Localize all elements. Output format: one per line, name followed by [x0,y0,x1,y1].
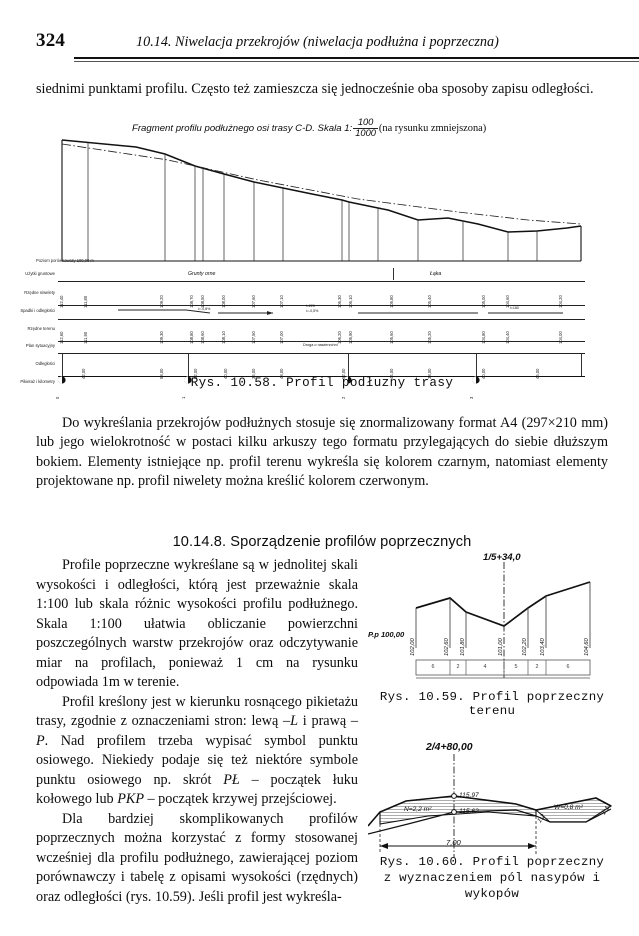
terrain-ordinate: 104,00 [558,331,563,344]
grade-ordinate: 108,70 [189,295,194,308]
figure-title-text-a: Fragment profilu podłużnego osi trasy C-D. Skala 1: [132,122,353,134]
p2-part-a: Profil kreślony jest w kierunku rosnącego pikietażu trasy, zgodnie z oznaczeniami stron: lewą [36,693,358,729]
distance-value: 46,00 [535,368,540,379]
p2-part-b: i prawą – [298,713,358,729]
land-use-divider [393,268,394,280]
distance-divider [62,354,63,376]
dimension-arrow-right [528,843,536,849]
terrain-ordinate: 109,30 [159,331,164,344]
grade-value: i=-0,5% [306,309,319,313]
page-number: 324 [36,30,66,51]
figure-10-59-datum-label: P.p 100,00 [368,630,405,639]
grade-ordinate: 111,80 [83,295,88,308]
grade-ordinate: 105,00 [481,295,486,308]
p2-symbol-L: –L [283,713,299,729]
terrain-ordinate: 111,90 [83,331,88,344]
running-head [36,30,608,64]
grade-ordinate: 104,60 [505,295,510,308]
distance-value: 38,00 [427,368,432,379]
paragraph-a4: Do wykreślania przekrojów podłużnych stosuje się znormalizowany format A4 (297×210 mm) lub jego wielokrotność w postaci kilku arkuszy tego formatu przylegających do siebie dłuższym bokiem. Elementy istniejące np. profil terenu wykreśla się kolorem czarnym, natomiast elementy projektowane np. profil niwelety można kreślić kolorem czerwonym. [36,415,608,490]
running-head-title: 10.14. Niwelacja przekrojów (niwelacja podłużna i poprzeczna) [136,34,499,50]
distance-divider [476,354,477,376]
elevation-label: 102,20 [522,638,528,656]
grade-ordinate: 107,60 [251,295,256,308]
grade-ordinate: 107,10 [279,295,284,308]
chainage-value: 0 [55,396,60,399]
distance-cell: 4 [483,664,487,670]
slope-label-right: 1:1 [600,804,611,817]
row-label-chainage: Pikietaż i kilometry [20,379,55,384]
site-plan-row [25,341,585,353]
terrain-ordinate: 105,60 [389,331,394,344]
paragraph-direction [36,693,358,810]
scale-numerator: 100 [353,118,378,129]
land-use-cell-2: Łąka [430,271,442,277]
figure-10-58-caption: Rys. 10.58. Profil podłuzny trasy [190,376,454,390]
terrain-ordinate: 107,50 [251,331,256,344]
distance-divider [348,354,349,376]
figure-10-59-station-label: 1/5+34,0 [483,552,521,563]
p2-symbol-P: P [36,732,45,749]
terrain-ordinate: 104,40 [505,331,510,344]
row-label-grade-ordinates: Rzędne niwelety [24,290,55,295]
grade-ordinate: 104,20 [558,295,563,308]
terrain-line [62,140,581,232]
paragraph-complex-profiles: Dla bardziej skomplikowanych profilów poprzecznych można korzystać z formy stosowanej wcześniej dla profilu podłużnego, zawierającej poziom porównawczy i tabelę z opisami wysokości (rzędnych) oraz odległości (rys. 10.59). Jeśli profil jest wykreśla- [36,810,358,905]
figure-10-59 [368,552,618,718]
terrain-ordinate: 107,00 [279,331,284,344]
text-column-left [36,556,358,907]
elevation-point-bottom [452,810,457,815]
distances-row [35,353,585,379]
terrain-ordinate: 108,10 [221,331,226,344]
cross-section-svg [368,560,618,690]
grade-length: l=220 [306,304,315,308]
distance-cell: 5 [514,664,518,670]
distance-cell: 6 [431,664,435,670]
dimension-extension-lines [380,816,536,854]
section-heading: 10.14.8. Sporządzenie profilów poprzecznych [172,534,472,550]
terrain-ordinate: 112,60 [59,331,64,344]
elevation-label: 102,60 [444,638,450,656]
p2-symbol-PL: PŁ [223,771,240,788]
chainage-value: 2 [341,396,346,399]
distance-cell: 2 [535,664,539,670]
elevation-label: 101,00 [498,638,504,656]
p2-part-e: – początek krzywej przejściowej. [143,791,337,807]
grade-length: l=180 [510,306,519,310]
terrain-ordinate: 108,60 [200,331,205,344]
row-label-grades: Spadki i odległości [20,308,55,313]
distance-value: 40,00 [481,368,486,379]
distance-value: 36,00 [251,368,256,379]
p2-part-c: . Nad profilem trzeba wypisać symbol punktu osiowego. Niekiedy podaje się też niektóre symbole punktu osiowego np. skrót [36,732,358,788]
figure-10-58 [20,117,608,406]
distance-cell: 2 [456,664,460,670]
terrain-ordinate: 105,20 [427,331,432,344]
terrain-ordinate: 108,80 [189,331,194,344]
figure-title-text-b: (na rysunku zmniejszona) [378,122,487,134]
grade-ordinate: 112,40 [59,295,64,308]
figure-10-59-caption: Rys. 10.59. Profil poprzeczny terenu [379,690,605,718]
slope-label-left: 1:2 [536,812,547,825]
distance-value: 32,00 [193,368,198,379]
distance-value: 42,00 [81,368,86,379]
elevation-label: 101,80 [460,638,466,656]
distance-divider [188,354,189,376]
header-rule [74,57,639,62]
distance-cell: 6 [566,664,570,670]
grade-ordinate: 106,10 [348,295,353,308]
grades-row [20,304,585,320]
row-label-site-plan: Plan sytuacyjny [25,343,55,348]
ordinate-lines [88,143,537,261]
site-plan-note: Droga o nawierzchni [303,343,338,347]
paragraph-intro: siednimi punktami profilu. Często też zamieszcza się jednocześnie oba sposoby zapisu odległości. [36,81,594,97]
grade-ordinate: 108,00 [221,295,226,308]
scale-denominator: 1000 [355,127,376,138]
distance-value: 44,00 [389,368,394,379]
figure-10-60-caption-line2: z wyznaczeniem pól nasypów i wykopów [383,871,601,901]
width-dimension-label: 7,00 [446,838,461,847]
terrain-ordinates-row [27,319,585,344]
grade-ordinate: 105,80 [389,295,394,308]
cut-area-label: W=0,8 m² [554,804,583,811]
distance-value: 48,00 [279,368,284,379]
bottom-elevation-label: 115,62 [459,808,479,815]
row-label-terrain-ordinates: Rzędne terenu [27,326,55,331]
profile-svg [58,136,585,266]
land-use-band [25,270,585,280]
p2-part-d: – początek łuku kołowego lub [36,771,358,807]
row-label-distances: Odległości [35,361,55,366]
figure-10-60 [368,742,620,932]
grade-value: i=-0,8% [198,307,211,311]
grade-ordinate: 109,20 [159,295,164,308]
grade-line [62,144,581,224]
grade-ordinate: 108,50 [200,295,205,308]
figure-10-60-station-label: 2/4+80,00 [426,742,473,753]
row-label-land-use: Użytki gruntowe [25,271,55,276]
chainage-value: 3 [469,396,474,399]
distance-value: 40,00 [223,368,228,379]
dimension-arrow-left [380,843,388,849]
top-elevation-label: 115,97 [459,792,479,799]
grade-ordinate: 105,40 [427,295,432,308]
land-use-cell-1: Grunty orne [188,271,216,277]
terrain-surface-line [416,582,590,626]
paragraph-scale: Profile poprzeczne wykreślane są w jednolitej skali wysokości i odległości, którą jest przeważnie skala 1:100 lub skala różnic wysokości profilu podłużnego. Skala 1:100 ułatwia obliczanie powierzchni poszczególnych warstw przekrojów oraz odczytywanie miar na profilach, ponieważ 1 cm na rysunku odpowiada 1m w terenie. [36,557,358,690]
elevation-label: 104,60 [584,638,590,656]
terrain-ordinate: 105,90 [348,331,353,344]
datum-label: Poziom porównawczy 100,00 m [36,258,94,263]
distance-divider [581,354,582,376]
chainage-value: 1 [181,396,186,399]
figure-10-60-caption-line1: Rys. 10.60. Profil poprzeczny [379,855,605,869]
terrain-ordinate: 104,80 [481,331,486,344]
distance-value: 52,00 [341,368,346,379]
terrain-ordinate: 106,20 [337,331,342,344]
grades-arrows [58,304,585,319]
figure-10-60-caption [356,854,628,902]
grade-ordinate: 106,30 [337,295,342,308]
elevation-point-top [452,794,457,799]
elevation-label: 102,00 [410,638,416,656]
fill-area-label: N=2,2 m² [404,806,432,813]
distance-value: 58,00 [159,368,164,379]
p2-symbol-PKP: PKP [117,791,144,807]
longitudinal-profile-plot [58,136,585,266]
elevation-label: 103,40 [540,638,546,656]
